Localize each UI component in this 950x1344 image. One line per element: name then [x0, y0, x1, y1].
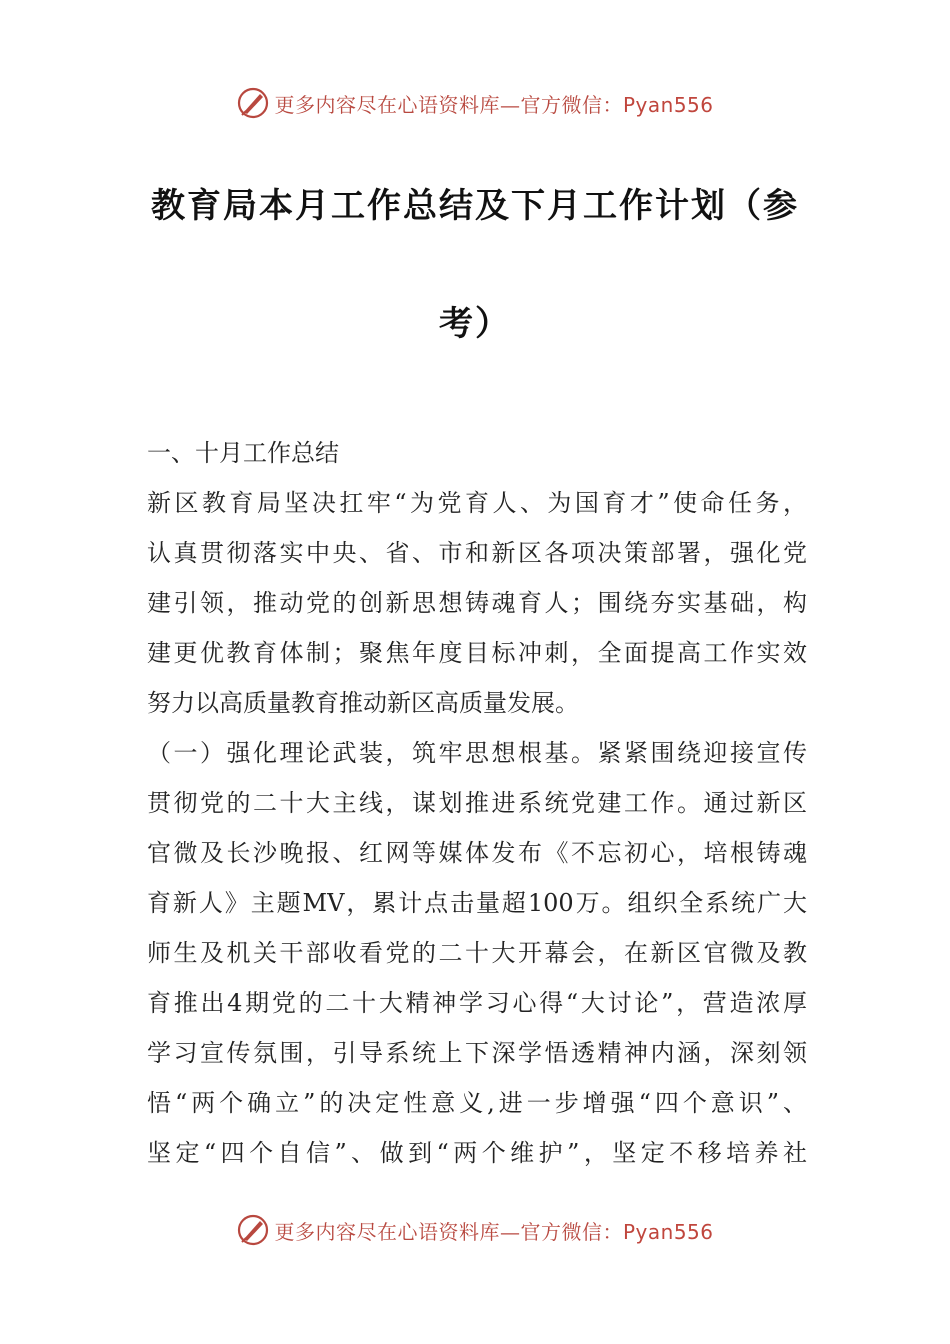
watermark-text [274, 89, 713, 118]
paragraph-line: 贯彻党的二十大主线，谋划推进系统党建工作。通过新区 [147, 789, 807, 817]
document-title-line-2: 考） [439, 304, 511, 344]
paragraph-line: 师生及机关干部收看党的二十大开幕会，在新区官微及教 [147, 939, 807, 967]
watermark-main-text: 更多内容尽在心语资料库—官方微信： [274, 1219, 623, 1244]
paragraph-line: 官微及长沙晚报、红网等媒体发布《不忘初心，培根铸魂 [147, 839, 807, 867]
wechat-id: Pyan556 [622, 92, 714, 117]
paragraph-line: 认真贯彻落实中央、省、市和新区各项决策部署，强化党 [147, 539, 807, 567]
paragraph-line: 努力以高质量教育推动新区高质量发展。 [147, 689, 579, 717]
header-watermark-banner [0, 83, 950, 123]
section-heading: 一、十月工作总结 [147, 439, 339, 467]
quill-pen-icon [236, 1213, 270, 1247]
quill-pen-icon [236, 86, 270, 120]
wechat-id: Pyan556 [622, 1219, 714, 1244]
paragraph-line: 坚定“四个自信”、做到“两个维护”，坚定不移培养社 [147, 1139, 807, 1167]
paragraph-line: 学习宣传氛围，引导系统上下深学悟透精神内涵，深刻领 [147, 1039, 807, 1067]
watermark-main-text: 更多内容尽在心语资料库—官方微信： [274, 92, 623, 117]
paragraph-line: 新区教育局坚决扛牢“为党育人、为国育才”使命任务， [147, 489, 807, 517]
paragraph-line: 建引领，推动党的创新思想铸魂育人；围绕夯实基础，构 [147, 589, 807, 617]
paragraph-line: 育新人》主题MV，累计点击量超100万。组织全系统广大 [147, 889, 807, 917]
watermark-text [274, 1216, 713, 1245]
paragraph-line: （一）强化理论武装，筑牢思想根基。紧紧围绕迎接宣传 [147, 739, 807, 767]
document-body [147, 428, 807, 1178]
document-title-line-1: 教育局本月工作总结及下月工作计划（参 [151, 186, 799, 226]
paragraph-line: 建更优教育体制；聚焦年度目标冲刺，全面提高工作实效 [147, 639, 807, 667]
paragraph-line: 悟“两个确立”的决定性意义,进一步增强“四个意识”、 [147, 1089, 807, 1117]
footer-watermark-banner [0, 1210, 950, 1250]
paragraph-line: 育推出4期党的二十大精神学习心得“大讨论”，营造浓厚 [147, 989, 807, 1017]
